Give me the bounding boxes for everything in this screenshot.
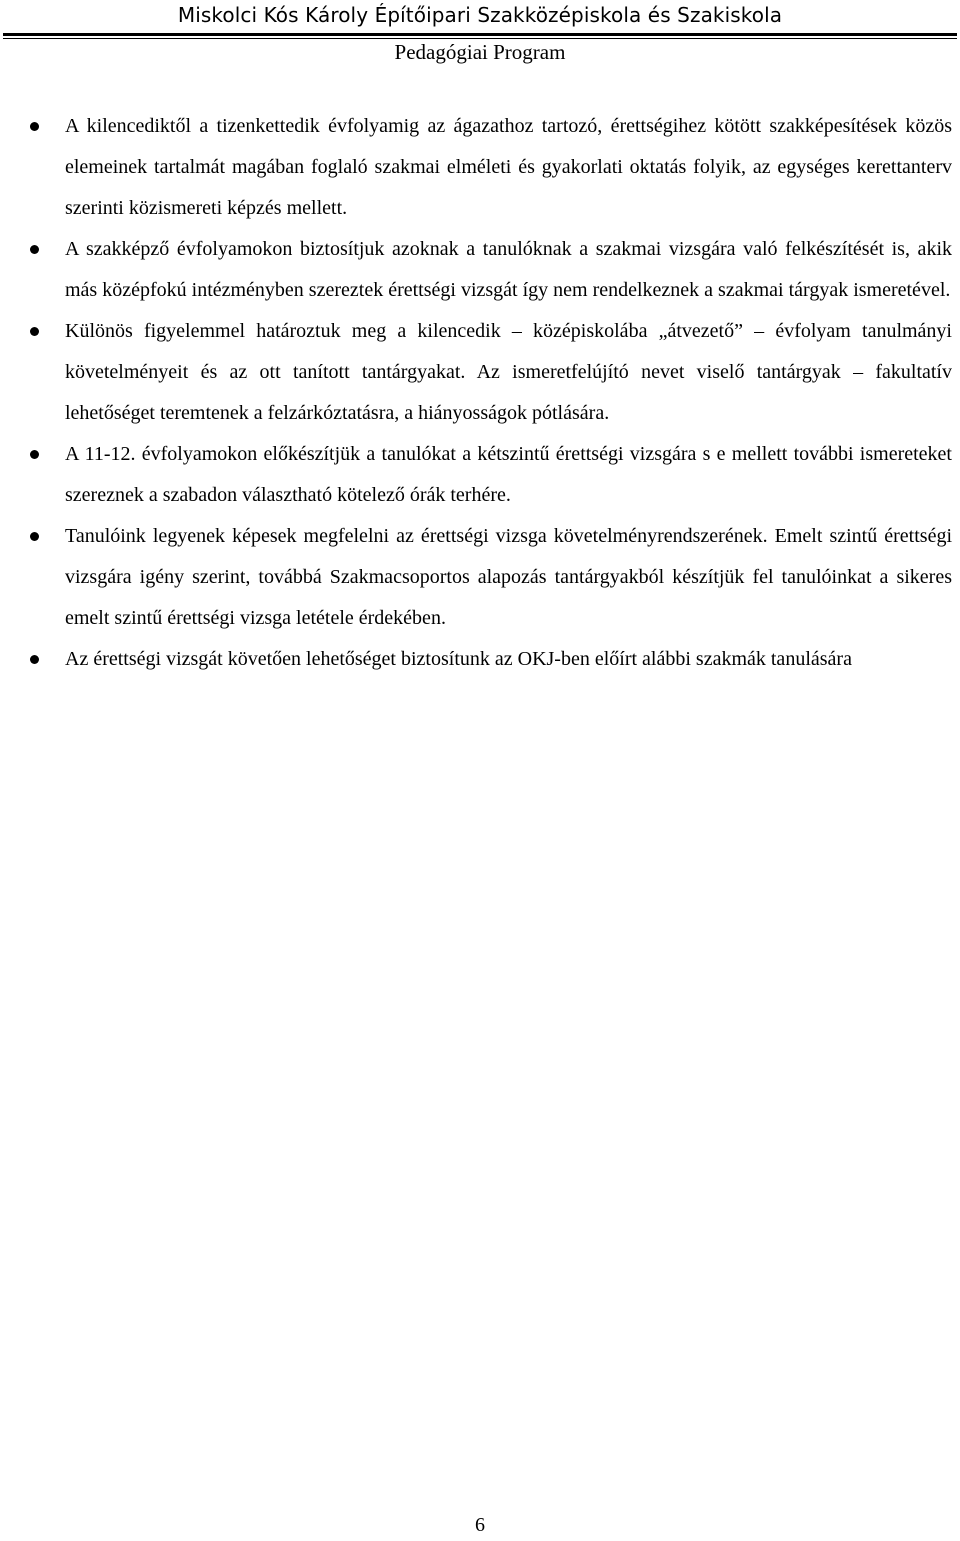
- main-content: [0, 106, 960, 680]
- bullet-icon: [30, 327, 39, 336]
- list-item: [0, 516, 960, 639]
- list-item: [0, 311, 960, 434]
- bullet-icon: [30, 122, 39, 131]
- bullet-icon: [30, 450, 39, 459]
- bullet-icon: [30, 532, 39, 541]
- bullet-list: [0, 106, 960, 680]
- bullet-icon: [30, 245, 39, 254]
- list-item-text: Tanulóink legyenek képesek megfelelni az érettségi vizsga követelményrendszerének. Emelt szintű érettségi vizsgára igény szerint, továbbá Szakmacsoportos alapozás tantárgyakból készítjük fel tanulóinkat a sikeres emelt szintű érettségi vizsga letétele érdekében.: [65, 525, 952, 629]
- list-item: [0, 229, 960, 311]
- document-title: Pedagógiai Program: [394, 40, 566, 64]
- page-number: 6: [475, 1514, 485, 1536]
- list-item-text: A szakképző évfolyamokon biztosítjuk azoknak a tanulóknak a szakmai vizsgára való felkészítését is, akik más középfokú intézményben szereztek érettségi vizsgát így nem rendelkeznek a szakmai tárgyak ismeretével.: [65, 238, 952, 301]
- bullet-icon: [30, 655, 39, 664]
- list-item-text: A kilencediktől a tizenkettedik évfolyamig az ágazathoz tartozó, érettségihez kötött szakképesítések közös elemeinek tartalmát magában foglaló szakmai elméleti és gyakorlati oktatás folyik, az egységes kerettanterv szerinti közismereti képzés mellett.: [65, 115, 952, 219]
- list-item-text: A 11-12. évfolyamokon előkészítjük a tanulókat a kétszintű érettségi vizsgára s e mellett további ismereteket szereznek a szabadon választható kötelező órák terhére.: [65, 443, 952, 506]
- list-item-text: Különös figyelemmel határoztuk meg a kilencedik – középiskolába „átvezető” – évfolyam tanulmányi követelményeit és az ott tanított tantárgyakat. Az ismeretfelújító nevet viselő tantárgyak – fakultatív lehetőséget teremtenek a felzárkóztatásra, a hiányosságok pótlására.: [65, 320, 952, 424]
- list-item-text: Az érettségi vizsgát követően lehetőséget biztosítunk az OKJ-ben előírt alábbi szakmák tanulására: [65, 648, 852, 670]
- header-divider-thick: [3, 33, 957, 36]
- list-item: [0, 639, 960, 680]
- school-name: Miskolci Kós Károly Építőipari Szakközépiskola és Szakiskola: [177, 3, 783, 27]
- list-item: [0, 106, 960, 229]
- list-item: [0, 434, 960, 516]
